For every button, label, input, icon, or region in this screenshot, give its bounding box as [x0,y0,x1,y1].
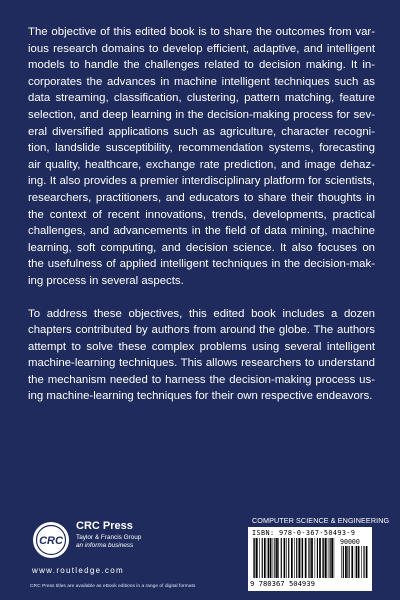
category-label: COMPUTER SCIENCE & ENGINEERING [252,516,390,525]
barcode-bar [317,538,318,578]
barcode-bar [298,538,300,578]
barcode-bar [309,538,310,578]
publisher-subtitle: Taylor & Francis Group [76,534,142,541]
barcode-bar [291,538,293,578]
text-line: ious research domains to develop efficient, adaptive, and intelligent [28,42,375,55]
isbn-barcode [248,527,372,591]
barcode-bar [328,538,329,578]
barcode-bar [267,538,268,578]
text-line: ing process in several aspects. [28,274,184,287]
barcode-bar [253,538,254,578]
barcode-bar [259,538,260,578]
text-line: machine-learning techniques. This allows researchers to understand [28,357,375,370]
barcode-bar [323,538,324,578]
blurb-paragraph-2 [28,306,375,406]
price-code: 90000 [340,538,360,546]
barcode-bar [268,538,269,578]
barcode-bar [363,546,364,578]
text-line: chapters contributed by authors from around the globe. The authors [28,324,375,337]
crc-logo-text: CRC [39,535,63,547]
barcode-bar [305,538,307,578]
barcode-bar [351,546,353,578]
price-barcode-bars [340,546,368,578]
text-line: researchers, practitioners, and educators to share their thoughts in [28,191,375,204]
barcode-bar [322,538,323,578]
blurb-text [28,24,375,421]
crc-logo-icon [32,521,70,559]
barcode-bar [361,546,362,578]
barcode-bar [273,538,274,578]
barcode-bar [343,546,344,578]
barcode-bar [341,546,342,578]
text-line: To address these objectives, this edited book includes a dozen [28,307,375,320]
text-line: tion, landslide susceptibility, recommendation systems, forecasting [28,142,375,155]
barcode-bar [355,546,356,578]
barcode-bar [278,538,279,578]
barcode-bar [331,538,333,578]
barcode-bar [347,546,348,578]
barcode-bar [325,538,327,578]
text-line: corporates the advances in machine intelligent techniques such as [28,75,375,88]
publisher-tagline: an informa business [76,542,134,549]
barcode-bar [302,538,303,578]
publisher-url: www.routledge.com [32,566,124,575]
barcode-bars [252,538,336,578]
barcode-bar [356,546,357,578]
text-line: The objective of this edited book is to share the outcomes from var- [28,26,375,38]
barcode-bar [286,538,287,578]
barcode-bar [284,538,286,578]
barcode-bar [345,546,347,578]
barcode-bar [308,538,309,578]
barcode-bar [262,538,263,578]
barcode-bar [256,538,258,578]
barcode-bar [301,538,302,578]
text-line: ing machine-learning techniques for their own respective endeavors. [28,390,373,403]
barcode-bar [366,546,368,578]
text-line: selection, and deep learning in the decision-making process for sev- [28,108,375,121]
barcode-bar [349,546,350,578]
text-line: the usefulness of applied intelligent techniques in the decision-mak- [28,258,375,271]
barcode-bar [334,538,335,578]
ebook-footnote: CRC Press titles are available as eBook editions in a range of digital formats [30,584,196,589]
barcode-bar [276,538,278,578]
blurb-paragraph-1 [28,24,375,290]
text-line: data streaming, classification, clustering, pattern matching, feature [28,92,375,105]
text-line: models to handle the challenges related to decision making. It in- [28,59,375,72]
barcode-bar [294,538,295,578]
barcode-bar [315,538,316,578]
text-line: eral diversified applications such as agriculture, character recogni- [28,125,375,138]
text-line: the mechanism needed to harness the decision-making process us- [28,373,375,386]
barcode-bar [254,538,255,578]
barcode-bar [296,538,297,578]
barcode-bar [319,538,321,578]
publisher-name: CRC Press [76,520,133,532]
barcode-bar [264,538,266,578]
barcode-bar [270,538,272,578]
barcode-bar [281,538,282,578]
text-line: the context of recent innovations, trends, developments, practical [28,208,375,221]
text-line: ing. It also provides a premier interdisciplinary platform for scientists, [28,175,375,188]
barcode-bar [311,538,313,578]
text-line: attempt to solve these complex problems using several intelligent [28,340,375,353]
barcode-bar [288,538,289,578]
barcode-bar [274,538,275,578]
barcode-bar [330,538,331,578]
barcode-bar [358,546,360,578]
text-line: learning, soft computing, and decision science. It also focuses on [28,241,375,254]
barcode-digits: 9 780367 504939 [250,579,315,588]
isbn-text: ISBN: 978-0-367-50493-9 [252,529,356,537]
text-line: challenges, and advancements in the field of data mining, machine [28,225,375,238]
text-line: air quality, healthcare, exchange rate prediction, and image dehaz- [28,158,375,171]
